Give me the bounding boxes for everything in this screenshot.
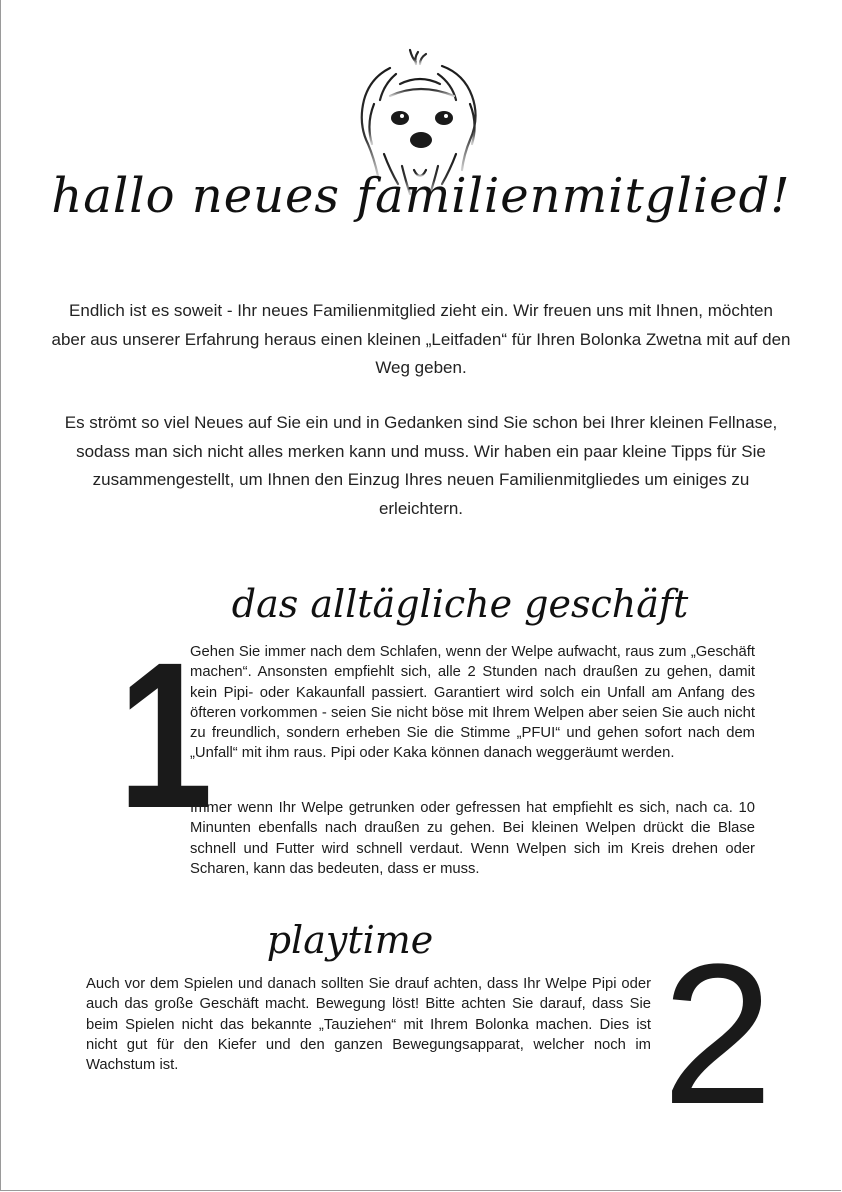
section-2-paragraph-1: Auch vor dem Spielen und danach sollten Sie drauf achten, dass Ihr Welpe Pipi oder auch das große Geschäft macht. Bewegung löst! Bitte achten Sie darauf, dass Sie beim Spielen nicht das bekannte „Tauziehen“ mit Ihrem Bolonka machen. Dies ist nicht gut für den Kiefer und den ganzen Bewegungsapparat, welcher noch im Wachstum ist. bbox=[86, 976, 651, 1074]
section-number-2: 2 bbox=[662, 923, 774, 1146]
page-title: hallo neues familienmitglied! bbox=[51, 168, 791, 224]
section-1-paragraph-1: Gehen Sie immer nach dem Schlafen, wenn der Welpe aufwacht, raus zum „Geschäft machen“. Ansonsten empfiehlt sich, alle 2 Stunden nach draußen zu gehen, damit kein Pipi- oder Kakaunfall passiert. Garantiert wird solch ein Unfall am Anfang des öfteren vorkommen - seien Sie nicht böse mit Ihrem Welpen aber seien Sie auch nicht zu freundlich, sondern erheben Sie die Stimme „PFUI“ und gehen sofort nach dem „Unfall“ mit ihm raus. Pipi oder Kaka können danach weggeräumt werden. bbox=[190, 644, 755, 762]
section-title-playtime: playtime bbox=[266, 918, 434, 962]
section-1-paragraph-2: Immer wenn Ihr Welpe getrunken oder gefressen hat empfiehlt es sich, nach ca. 10 Minunten ebenfalls nach draußen zu gehen. Bei kleinen Welpen drückt die Blase schnell und Futter wird schnell verdaut. Wenn Welpen sich im Kreis drehen oder Scharen, kann das bedeuten, dass er muss. bbox=[190, 800, 755, 877]
intro-paragraph-1: Endlich ist es soweit - Ihr neues Familienmitglied zieht ein. Wir freuen uns mit Ihnen, möchten aber aus unserer Erfahrung heraus einen kleinen „Leitfaden“ für Ihren Bolonka Zwetna mit auf den Weg geben. bbox=[51, 301, 791, 377]
section-title-daily-business: das alltägliche geschäft bbox=[231, 582, 689, 626]
intro-paragraph-2: Es strömt so viel Neues auf Sie ein und in Gedanken sind Sie schon bei Ihrer kleinen Fellnase, sodass man sich nicht alles merken kann und muss. Wir haben ein paar kleine Tipps für Sie zusammengestellt, um Ihnen den Einzug Ihres neuen Familienmitgliedes um einiges zu erleichtern. bbox=[64, 413, 778, 518]
section-number-1: 1 bbox=[118, 620, 213, 852]
